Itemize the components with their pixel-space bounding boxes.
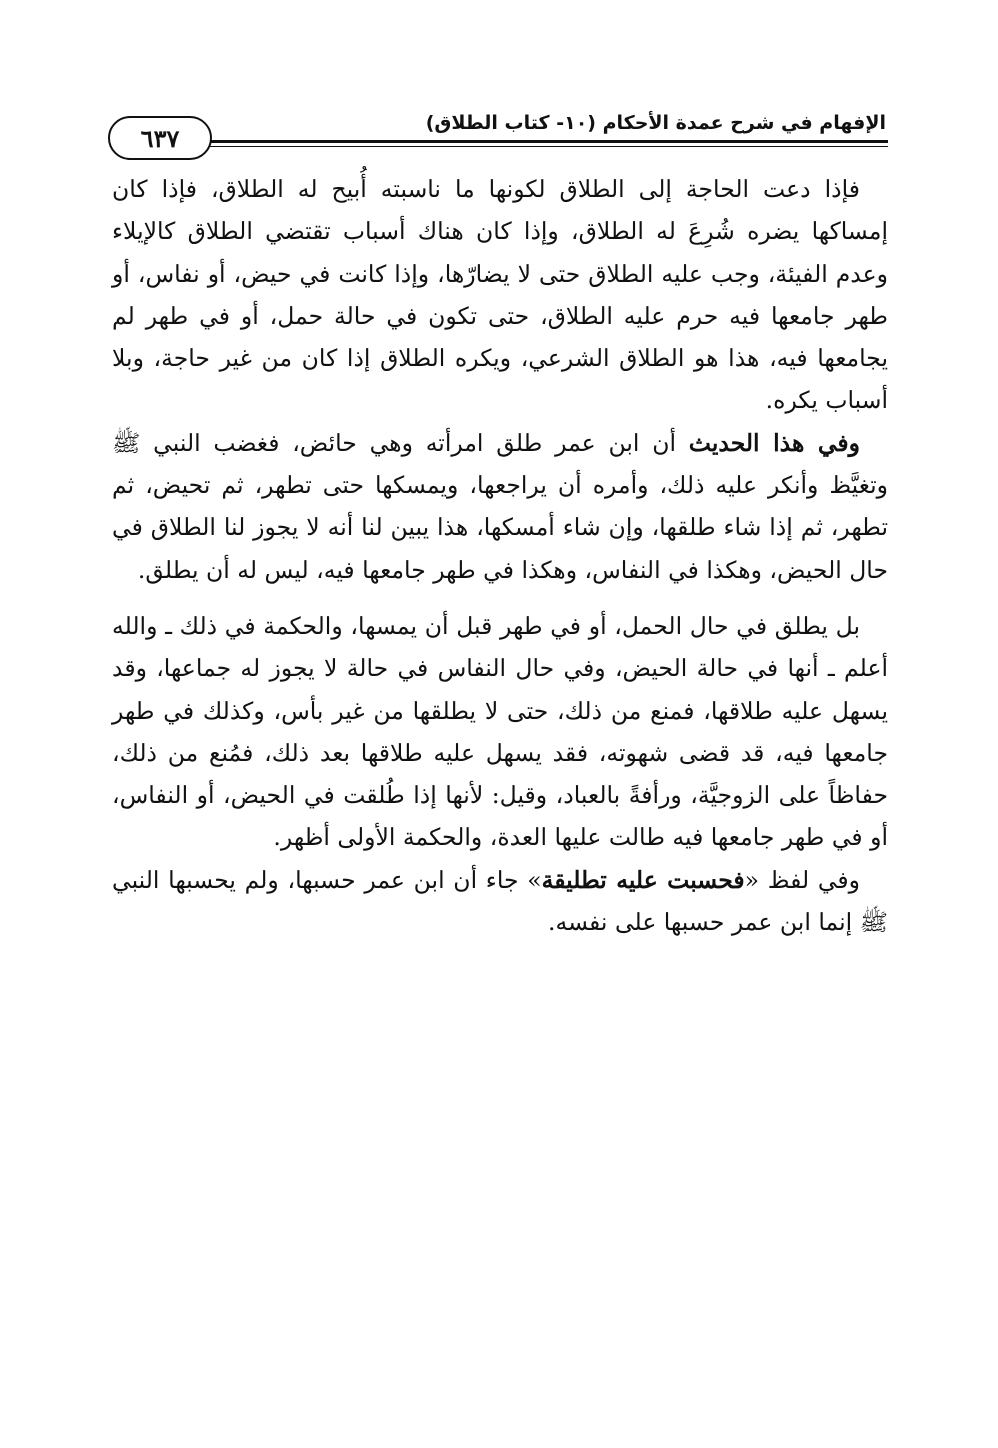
paragraph-4-bold-quote: فحسبت عليه تطليقة xyxy=(541,865,745,894)
body-text xyxy=(112,168,888,943)
paragraph-2 xyxy=(112,422,888,591)
paragraph-2-text: أن ابن عمر طلق امرأته وهي حائض، فغضب النبي ﷺ وتغيَّظ وأنكر عليه ذلك، وأمره أن يراجعها، ويمسكها حتى تطهر، ثم تحيض، ثم تطهر، ثم إذا شاء طلقها، وإن شاء أمسكها، هذا يبين لنا أنه لا يجوز لنا الطلاق في حال الحيض، وهكذا في النفاس، وهكذا في طهر جامعها فيه، ليس له أن يطلق. xyxy=(112,428,888,584)
paragraph-3-text: بل يطلق في حال الحمل، أو في طهر قبل أن يمسها، والحكمة في ذلك ـ والله أعلم ـ أنها في حالة الحيض، وفي حال النفاس في حالة لا يجوز له جماعها، وقد يسهل عليه طلاقها، فمنع من ذلك، حتى لا يطلقها من غير بأس، وكذلك في طهر جامعها فيه، قد قضى شهوته، فقد يسهل عليه طلاقها بعد ذلك، فمُنع من ذلك، حفاظاً على الزوجيَّة، ورأفةً بالعباد، وقيل: لأنها إذا طُلقت في الحيض، أو النفاس، أو في طهر جامعها فيه طالت عليها العدة، والحكمة الأولى أظهر. xyxy=(112,611,888,852)
header-rule-thin xyxy=(206,146,888,147)
page-header xyxy=(108,110,888,162)
header-rule-thick xyxy=(206,140,888,143)
running-title: الإفهام في شرح عمدة الأحكام (١٠- كتاب الطلاق) xyxy=(425,112,886,134)
paragraph-4 xyxy=(112,859,888,944)
page-number: ٦٣٧ xyxy=(108,116,212,160)
paragraph-3 xyxy=(112,605,888,859)
paragraph-4-after: » جاء أن ابن عمر حسبها، ولم يحسبها النبي ﷺ إنما ابن عمر حسبها على نفسه. xyxy=(112,865,888,937)
paragraph-1 xyxy=(112,168,888,422)
paragraph-2-bold-lead: وفي هذا الحديث xyxy=(688,428,861,457)
paragraph-4-before: وفي لفظ « xyxy=(744,865,860,894)
paragraph-1-text: فإذا دعت الحاجة إلى الطلاق لكونها ما ناسبته أُبيح له الطلاق، فإذا كان إمساكها يضره شُرِعَ له الطلاق، وإذا كان هناك أسباب تقتضي الطلاق كالإيلاء وعدم الفيئة، وجب عليه الطلاق حتى لا يضارّها، وإذا كانت في حيض، أو نفاس، أو طهر جامعها فيه حرم عليه الطلاق، حتى تكون في حالة حمل، أو في طهر لم يجامعها فيه، هذا هو الطلاق الشرعي، ويكره الطلاق إذا كان من غير حاجة، وبلا أسباب يكره. xyxy=(112,175,888,415)
